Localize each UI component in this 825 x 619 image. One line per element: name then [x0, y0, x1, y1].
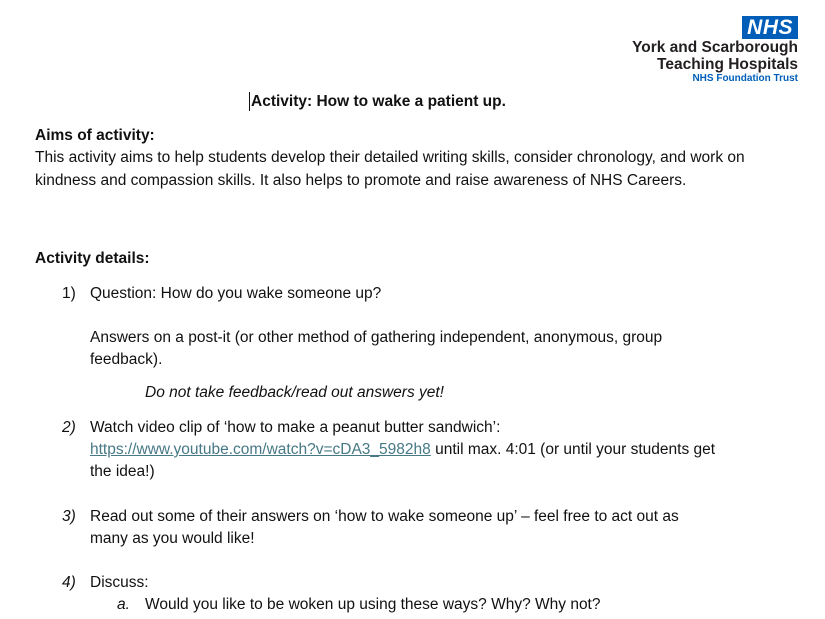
item-2-number: 2) [62, 419, 76, 436]
youtube-link[interactable]: https://www.youtube.com/watch?v=cDA3_5982h8 [90, 441, 431, 458]
item-3-text: Read out some of their answers on ‘how to wake someone up’ – feel free to act out as many as you would like! [90, 508, 679, 547]
item-4a-text: Would you like to be woken up using these ways? Why? Why not? [145, 596, 601, 613]
document-title: Activity: How to wake a patient up. [251, 93, 506, 110]
nhs-trust-logo [558, 16, 798, 85]
item-2-pre: Watch video clip of ‘how to make a peanut butter sandwich’: [90, 419, 501, 436]
item-1-answers: Answers on a post-it (or other method of gathering independent, anonymous, group feedback). [90, 329, 663, 368]
nhs-logo-box: NHS [742, 16, 798, 39]
item-4a-letter: a. [117, 596, 130, 613]
logo-line-2: Teaching Hospitals [657, 56, 798, 73]
item-4-number: 4) [62, 574, 76, 591]
item-1-question: Question: How do you wake someone up? [90, 285, 382, 302]
logo-line-1: York and Scarborough [632, 39, 798, 56]
details-heading: Activity details: [35, 250, 150, 267]
logo-foundation-trust: NHS Foundation Trust [692, 73, 798, 84]
item-2-post: until max. 4:01 (or until your students get the idea!) [90, 441, 716, 480]
item-4-text: Discuss: [90, 574, 149, 591]
item-1-number: 1) [62, 285, 76, 302]
item-1-note: Do not take feedback/read out answers yet! [145, 384, 444, 401]
aims-paragraph: This activity aims to help students develop their detailed writing skills, consider chronology, and work on kindness and compassion skills. It also helps to promote and raise awareness of NHS Careers. [35, 149, 745, 189]
item-3-number: 3) [62, 508, 76, 525]
aims-heading: Aims of activity: [35, 127, 155, 144]
item-2-text [90, 417, 730, 483]
